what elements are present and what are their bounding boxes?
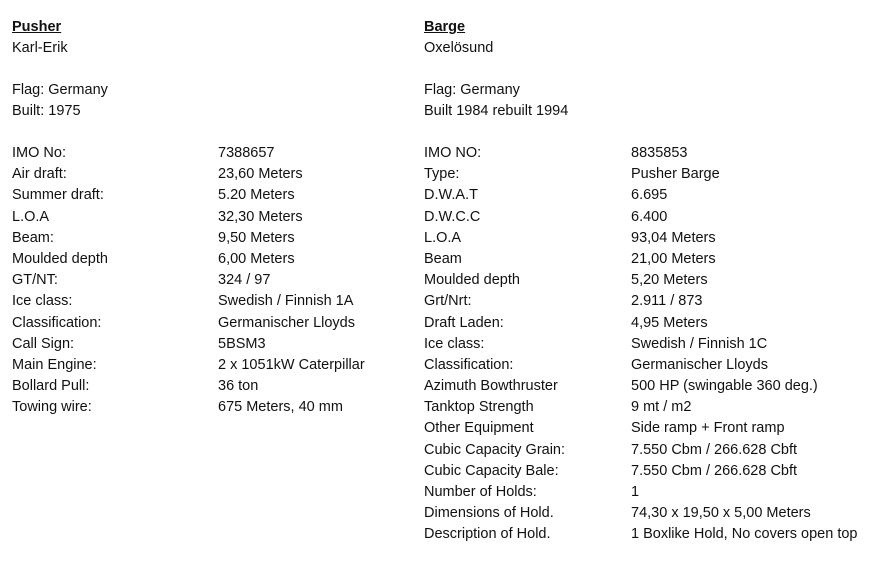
pusher-spec-label: IMO No: <box>12 145 66 161</box>
barge-spec-value: 4,95 Meters <box>631 314 708 331</box>
barge-spec-row <box>424 270 894 291</box>
pusher-spec-value: 2 x 1051kW Caterpillar <box>218 356 365 373</box>
spacer <box>424 59 894 80</box>
pusher-spec-value: Germanischer Lloyds <box>218 314 355 331</box>
barge-spec-label: Other Equipment <box>424 420 534 437</box>
barge-spec-table <box>424 143 894 546</box>
barge-flag: Flag: Germany <box>424 82 520 98</box>
spacer <box>12 122 412 143</box>
pusher-spec-label: Bollard Pull: <box>12 378 90 395</box>
barge-spec-row <box>424 143 894 164</box>
pusher-spec-value: Swedish / Finnish 1A <box>218 293 354 310</box>
pusher-flag: Flag: Germany <box>12 82 108 98</box>
barge-spec-row <box>424 503 894 524</box>
pusher-spec-value: 23,60 Meters <box>218 166 303 183</box>
pusher-name: Karl-Erik <box>12 40 68 56</box>
pusher-spec-value: 7388657 <box>218 145 275 161</box>
barge-spec-row <box>424 185 894 206</box>
barge-spec-value: 1 Boxlike Hold, No covers open top <box>631 526 858 543</box>
barge-spec-label: Dimensions of Hold. <box>424 505 554 522</box>
barge-heading: Barge <box>424 19 466 35</box>
pusher-spec-table <box>12 143 412 418</box>
barge-spec-value: Side ramp + Front ramp <box>631 420 785 437</box>
barge-spec-row <box>424 334 894 355</box>
pusher-spec-row <box>12 334 412 355</box>
barge-spec-row <box>424 164 894 185</box>
barge-spec-label: Type: <box>424 166 460 183</box>
barge-spec-row <box>424 524 894 545</box>
pusher-spec-row <box>12 291 412 312</box>
pusher-spec-label: GT/NT: <box>12 272 58 289</box>
barge-spec-row <box>424 355 894 376</box>
barge-spec-label: D.W.A.T <box>424 187 478 204</box>
barge-spec-value: 21,00 Meters <box>631 250 716 267</box>
pusher-spec-label: Moulded depth <box>12 250 108 267</box>
barge-spec-value: 93,04 Meters <box>631 229 716 246</box>
barge-spec-label: Moulded depth <box>424 272 520 289</box>
pusher-spec-row <box>12 397 412 418</box>
barge-section <box>424 17 894 546</box>
barge-spec-label: Grt/Nrt: <box>424 293 472 310</box>
pusher-spec-row <box>12 164 412 185</box>
spacer <box>12 59 412 80</box>
pusher-spec-row <box>12 376 412 397</box>
pusher-spec-label: Towing wire: <box>12 399 92 416</box>
barge-spec-label: Azimuth Bowthruster <box>424 378 558 395</box>
pusher-spec-label: Classification: <box>12 314 102 331</box>
barge-spec-row <box>424 249 894 270</box>
barge-spec-value: 7.550 Cbm / 266.628 Cbft <box>631 462 798 479</box>
pusher-spec-row <box>12 207 412 228</box>
pusher-spec-value: 5.20 Meters <box>218 187 295 204</box>
barge-spec-row <box>424 397 894 418</box>
barge-spec-row <box>424 313 894 334</box>
pusher-spec-value: 5BSM3 <box>218 335 266 352</box>
pusher-spec-row <box>12 313 412 334</box>
pusher-spec-label: L.O.A <box>12 208 50 225</box>
pusher-spec-value: 36 ton <box>218 378 259 395</box>
pusher-spec-label: Summer draft: <box>12 187 104 204</box>
pusher-spec-value: 324 / 97 <box>218 272 271 289</box>
barge-spec-label: Draft Laden: <box>424 314 504 331</box>
barge-spec-value: 74,30 x 19,50 x 5,00 Meters <box>631 505 811 522</box>
pusher-built: Built: 1975 <box>12 103 81 119</box>
pusher-spec-label: Call Sign: <box>12 335 75 352</box>
barge-spec-row <box>424 482 894 503</box>
pusher-spec-label: Ice class: <box>12 293 73 310</box>
barge-spec-label: Cubic Capacity Bale: <box>424 462 559 479</box>
barge-spec-row <box>424 291 894 312</box>
barge-spec-label: Beam <box>424 250 462 267</box>
barge-spec-row <box>424 228 894 249</box>
barge-name: Oxelösund <box>424 40 494 56</box>
barge-spec-label: Ice class: <box>424 335 485 352</box>
barge-spec-label: Classification: <box>424 356 514 373</box>
barge-spec-label: D.W.C.C <box>424 208 481 225</box>
pusher-heading: Pusher <box>12 19 62 35</box>
barge-spec-value: 500 HP (swingable 360 deg.) <box>631 378 818 395</box>
pusher-spec-value: 675 Meters, 40 mm <box>218 399 343 416</box>
barge-spec-row <box>424 461 894 482</box>
pusher-spec-row <box>12 185 412 206</box>
barge-spec-label: Tanktop Strength <box>424 399 534 416</box>
barge-spec-row <box>424 207 894 228</box>
barge-spec-label: Cubic Capacity Grain: <box>424 441 566 458</box>
barge-spec-value: 1 <box>631 484 640 500</box>
pusher-spec-label: Main Engine: <box>12 356 97 373</box>
barge-built: Built 1984 rebuilt 1994 <box>424 103 569 119</box>
barge-spec-value: 7.550 Cbm / 266.628 Cbft <box>631 441 798 458</box>
barge-spec-label: L.O.A <box>424 229 462 246</box>
barge-spec-row <box>424 418 894 439</box>
pusher-section <box>12 17 412 418</box>
pusher-spec-row <box>12 228 412 249</box>
barge-spec-value: 2.911 / 873 <box>631 293 703 310</box>
barge-spec-value: 5,20 Meters <box>631 272 708 289</box>
spacer <box>424 122 894 143</box>
pusher-spec-row <box>12 143 412 164</box>
barge-spec-row <box>424 440 894 461</box>
barge-spec-value: Germanischer Lloyds <box>631 356 768 373</box>
pusher-spec-label: Air draft: <box>12 166 67 183</box>
barge-spec-value: Pusher Barge <box>631 166 720 183</box>
barge-spec-value: 6.695 <box>631 187 668 204</box>
barge-spec-value: Swedish / Finnish 1C <box>631 335 768 352</box>
barge-spec-label: IMO NO: <box>424 145 482 161</box>
pusher-spec-row <box>12 355 412 376</box>
pusher-spec-label: Beam: <box>12 229 54 246</box>
pusher-spec-row <box>12 270 412 291</box>
barge-spec-value: 9 mt / m2 <box>631 399 692 416</box>
pusher-spec-value: 6,00 Meters <box>218 250 295 267</box>
barge-spec-label: Description of Hold. <box>424 526 551 543</box>
pusher-spec-value: 32,30 Meters <box>218 208 303 225</box>
barge-spec-value: 8835853 <box>631 145 688 161</box>
barge-spec-value: 6.400 <box>631 208 668 225</box>
pusher-spec-row <box>12 249 412 270</box>
barge-spec-label: Number of Holds: <box>424 484 537 500</box>
barge-spec-row <box>424 376 894 397</box>
pusher-spec-value: 9,50 Meters <box>218 229 295 246</box>
